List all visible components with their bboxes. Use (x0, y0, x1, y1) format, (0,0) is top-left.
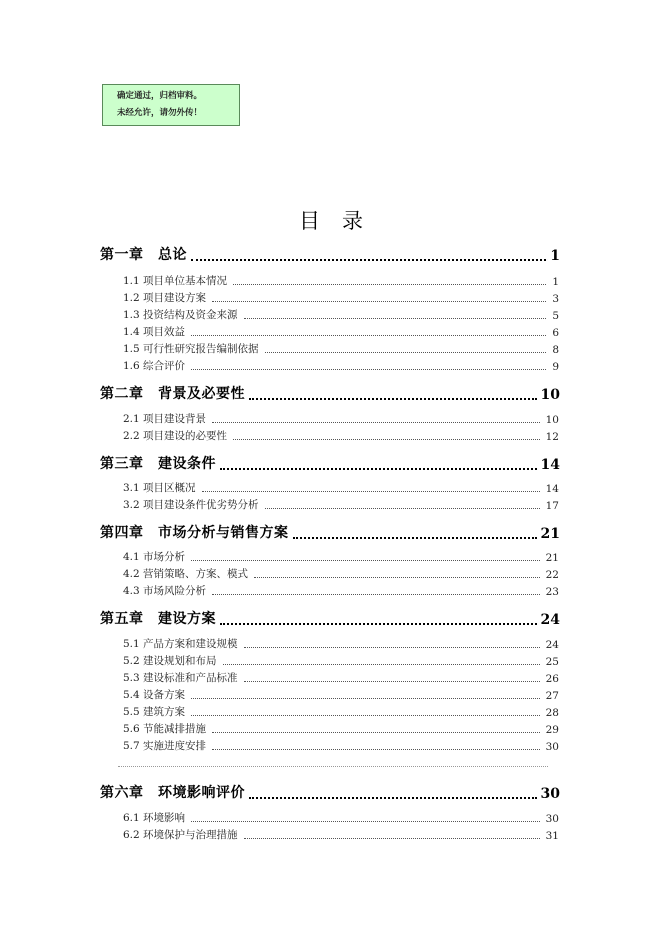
dot-leader (191, 697, 540, 699)
toc-section-2-2[interactable] (123, 428, 559, 443)
dot-leader (249, 796, 537, 799)
dot-leader (223, 663, 540, 665)
toc-chapter-5-title: 第五章 建设方案 (100, 611, 216, 627)
toc-section-1-4[interactable] (123, 324, 559, 339)
dot-leader (244, 837, 540, 839)
toc-section-5-3[interactable] (123, 670, 559, 685)
toc-section-2-1-title: 2.1 项目建设背景 (123, 413, 207, 425)
toc-section-5-4-title: 5.4 设备方案 (123, 689, 186, 701)
toc-section-1-6-page-number: 9 (552, 361, 559, 373)
notice-line-1: 确定通过，归档审料。 (117, 91, 203, 101)
toc-section-5-2[interactable] (123, 653, 559, 668)
toc-chapter-4[interactable] (100, 522, 560, 542)
toc-chapter-1-title: 第一章 总论 (100, 247, 187, 263)
toc-chapter-2-page-number: 10 (540, 387, 560, 403)
toc-section-4-3[interactable] (123, 583, 559, 598)
toc-section-1-2-page-number: 3 (552, 293, 559, 305)
dot-leader (220, 467, 537, 470)
dot-leader (191, 258, 546, 261)
toc-section-4-1-page-number: 21 (545, 552, 559, 564)
dot-leader (265, 351, 547, 353)
confidential-notice (102, 84, 240, 126)
toc-section-5-2-page-number: 25 (545, 656, 559, 668)
dot-leader (244, 680, 540, 682)
dot-leader (212, 421, 540, 423)
toc-section-2-1[interactable] (123, 411, 559, 426)
toc-section-6-2-page-number: 31 (545, 830, 559, 842)
toc-chapter-2-title: 第二章 背景及必要性 (100, 386, 245, 402)
toc-chapter-2[interactable] (100, 383, 560, 403)
toc-section-4-2[interactable] (123, 566, 559, 581)
toc-section-5-7-title: 5.7 实施进度安排 (123, 740, 207, 752)
toc-chapter-1-page-number: 1 (550, 248, 560, 264)
toc-chapter-5[interactable] (100, 608, 560, 628)
toc-section-4-2-page-number: 22 (545, 569, 559, 581)
toc-section-1-2-title: 1.2 项目建设方案 (123, 292, 207, 304)
toc-section-2-2-title: 2.2 项目建设的必要性 (123, 430, 228, 442)
toc-section-4-1[interactable] (123, 549, 559, 564)
toc-section-1-6[interactable] (123, 358, 559, 373)
dot-leader (265, 507, 540, 509)
toc-section-5-6-title: 5.6 节能减排措施 (123, 723, 207, 735)
toc-chapter-4-title: 第四章 市场分析与销售方案 (100, 525, 289, 541)
toc-section-4-2-title: 4.2 营销策略、方案、模式 (123, 568, 249, 580)
dot-leader (212, 731, 540, 733)
toc-chapter-6[interactable] (100, 782, 560, 802)
toc-section-1-6-title: 1.6 综合评价 (123, 360, 186, 372)
toc-section-5-6-page-number: 29 (545, 724, 559, 736)
toc-section-5-2-title: 5.2 建设规划和布局 (123, 655, 217, 667)
toc-chapter-3-title: 第三章 建设条件 (100, 456, 216, 472)
toc-title: 目录 (299, 209, 385, 233)
toc-section-5-4[interactable] (123, 687, 559, 702)
toc-section-4-3-title: 4.3 市场风险分析 (123, 585, 207, 597)
dot-leader (202, 490, 540, 492)
toc-section-6-2-title: 6.2 环境保护与治理措施 (123, 829, 238, 841)
toc-section-4-3-page-number: 23 (545, 586, 559, 598)
dot-leader (191, 559, 540, 561)
dot-leader (293, 536, 537, 539)
toc-section-1-1[interactable] (123, 273, 559, 288)
toc-section-3-1[interactable] (123, 480, 559, 495)
toc-chapter-1[interactable] (100, 244, 560, 264)
dot-leader (191, 334, 546, 336)
dot-leader (212, 593, 540, 595)
toc-section-1-3[interactable] (123, 307, 559, 322)
toc-chapter-6-page-number: 30 (540, 786, 560, 802)
toc-section-1-5-title: 1.5 可行性研究报告编制依据 (123, 343, 259, 355)
toc-section-5-4-page-number: 27 (545, 690, 559, 702)
toc-section-3-2[interactable] (123, 497, 559, 512)
toc-chapter-5-page-number: 24 (540, 612, 560, 628)
toc-section-4-1-title: 4.1 市场分析 (123, 551, 186, 563)
toc-section-3-1-page-number: 14 (545, 483, 559, 495)
toc-section-3-2-title: 3.2 项目建设条件优劣势分析 (123, 499, 259, 511)
dot-leader (212, 300, 546, 302)
dot-leader (244, 317, 547, 319)
toc-section-5-1-page-number: 24 (545, 639, 559, 651)
toc-section-5-5-title: 5.5 建筑方案 (123, 706, 186, 718)
dot-leader (233, 438, 540, 440)
dot-leader (212, 748, 540, 750)
toc-section-5-3-title: 5.3 建设标准和产品标准 (123, 672, 238, 684)
dot-leader (244, 646, 540, 648)
toc-section-1-4-page-number: 6 (552, 327, 559, 339)
toc-chapter-6-title: 第六章 环境影响评价 (100, 785, 245, 801)
dot-leader (191, 820, 540, 822)
dot-leader (220, 622, 537, 625)
dot-leader (191, 368, 546, 370)
toc-section-1-2[interactable] (123, 290, 559, 305)
notice-line-2: 未经允许，请勿外传！ (117, 108, 203, 118)
toc-section-5-1[interactable] (123, 636, 559, 651)
toc-section-5-1-title: 5.1 产品方案和建设规模 (123, 638, 238, 650)
toc-section-1-3-page-number: 5 (552, 310, 559, 322)
toc-section-5-5[interactable] (123, 704, 559, 719)
toc-section-1-3-title: 1.3 投资结构及资金来源 (123, 309, 238, 321)
toc-chapter-3-page-number: 14 (540, 457, 560, 473)
separator-line (118, 766, 548, 767)
toc-section-3-2-page-number: 17 (545, 500, 559, 512)
toc-section-5-3-page-number: 26 (545, 673, 559, 685)
toc-section-5-7-page-number: 30 (545, 741, 559, 753)
toc-section-2-1-page-number: 10 (545, 414, 559, 426)
toc-section-6-1[interactable] (123, 810, 559, 825)
dot-leader (254, 576, 540, 578)
toc-section-6-1-title: 6.1 环境影响 (123, 812, 186, 824)
toc-section-1-5[interactable] (123, 341, 559, 356)
toc-section-2-2-page-number: 12 (545, 431, 559, 443)
toc-section-5-7[interactable] (123, 738, 559, 753)
toc-chapter-3[interactable] (100, 453, 560, 473)
toc-chapter-4-page-number: 21 (540, 526, 560, 542)
toc-section-6-2[interactable] (123, 827, 559, 842)
dot-leader (249, 397, 537, 400)
toc-section-5-6[interactable] (123, 721, 559, 736)
toc-section-5-5-page-number: 28 (545, 707, 559, 719)
toc-section-1-1-title: 1.1 项目单位基本情况 (123, 275, 228, 287)
dot-leader (191, 714, 540, 716)
toc-section-1-4-title: 1.4 项目效益 (123, 326, 186, 338)
toc-section-6-1-page-number: 30 (545, 813, 559, 825)
dot-leader (233, 283, 546, 285)
toc-section-1-5-page-number: 8 (552, 344, 559, 356)
toc-section-1-1-page-number: 1 (552, 276, 559, 288)
toc-section-3-1-title: 3.1 项目区概况 (123, 482, 196, 494)
